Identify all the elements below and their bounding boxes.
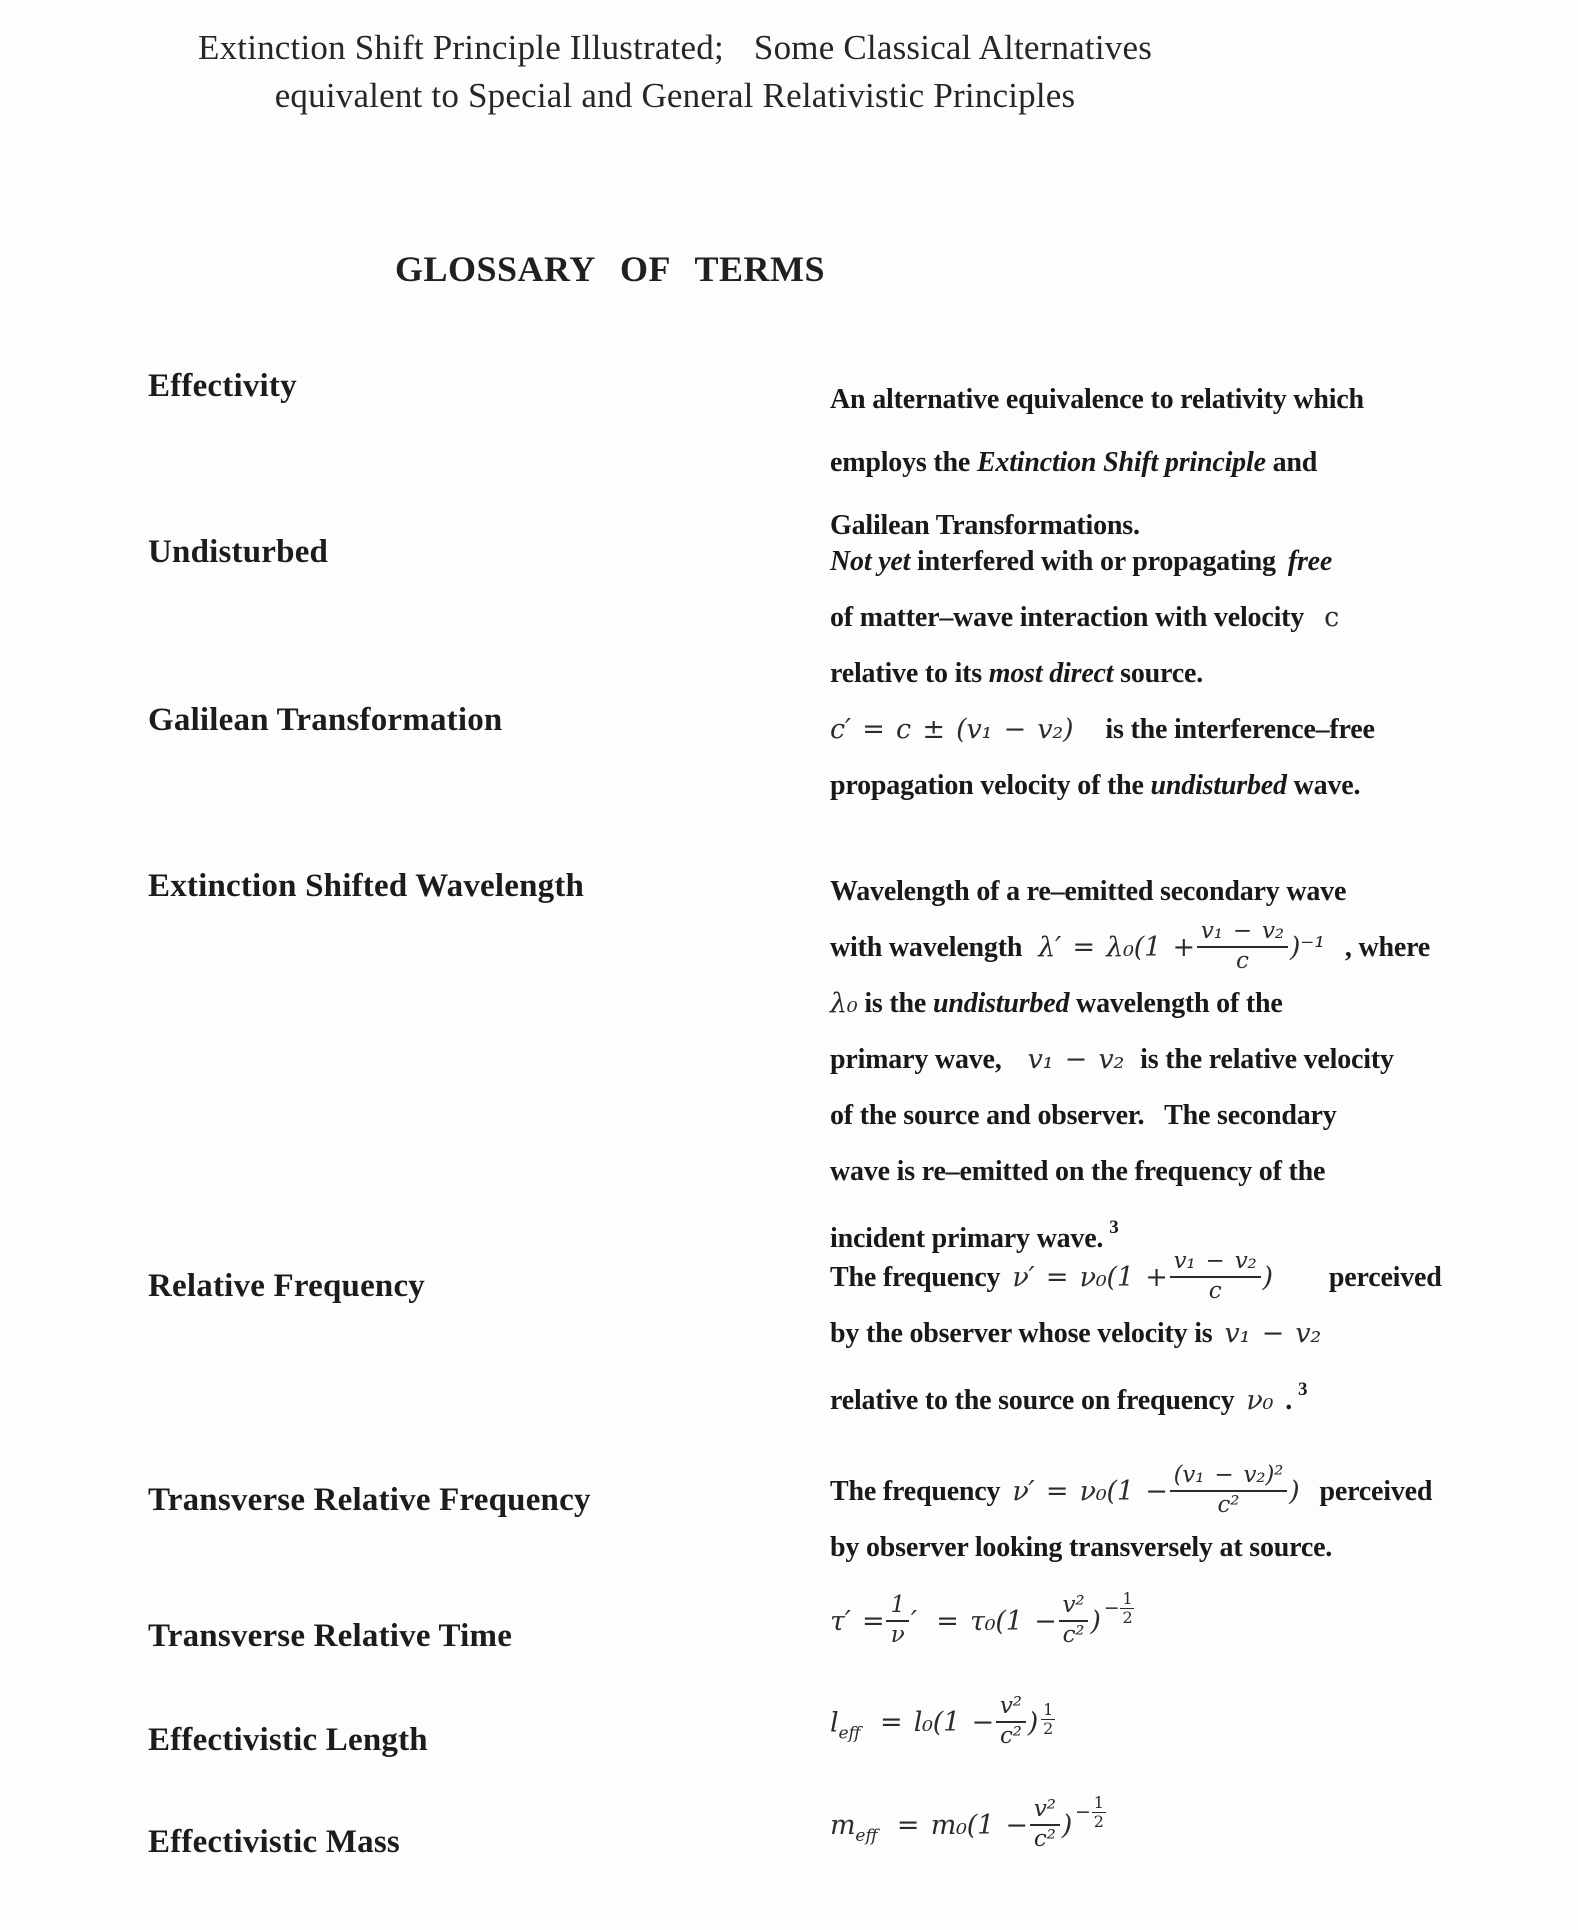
fraction-denominator: c² [999,1722,1022,1749]
formula-galilean: c′ = c ± (v₁ − v₂) [830,714,1074,745]
fraction [886,1593,908,1649]
formula-segment: = τ₀(1 − [936,1606,1057,1638]
fraction-numerator: v₁ − v₂ [1170,1249,1261,1278]
definition-relative-frequency [830,1247,1530,1429]
fraction [1030,1797,1060,1853]
definition-line [830,431,1530,494]
exponent [1041,1701,1055,1737]
term-transverse-relative-frequency: Transverse Relative Frequency [148,1482,591,1518]
term-galilean-transformation: Galilean Transformation [148,702,503,738]
italic-segment: free [1287,546,1333,577]
exponent-minus: − [1075,1801,1091,1824]
exponent [1075,1794,1106,1830]
text-segment: The frequency [830,1476,1001,1507]
definition-line [830,1247,1530,1306]
math-velocity-difference: v₁ − v₂ [1027,1044,1125,1076]
text-segment: perceived [1328,1262,1442,1293]
definition-line: by observer looking transversely at source. [830,1532,1333,1564]
glossary-heading: GLOSSARY OF TERMS [395,249,825,289]
text-segment: relative to its [830,658,989,689]
formula-segment: = m₀(1 − [896,1810,1028,1842]
italic-segment: Not yet [830,546,911,577]
term-effectivity: Effectivity [148,368,297,404]
definition-line: An alternative equivalence to relativity which [830,384,1364,415]
math-symbol-c: c [1324,602,1339,633]
fraction [1197,919,1288,975]
math-velocity-difference: v₁ − v₂ [1224,1318,1322,1350]
exponent-fraction [1092,1794,1106,1830]
formula-segment: ν′ = ν₀(1 − [1012,1476,1168,1507]
text-segment: is the relative velocity [1140,1044,1394,1076]
definition-extinction-shifted-wavelength [830,864,1530,1267]
formula-segment: ) [1027,1707,1039,1739]
text-segment: perceived [1319,1476,1433,1507]
definition-line [830,1461,1530,1520]
exponent-numerator: 1 [1043,1700,1054,1720]
fraction-numerator: (v₁ − v₂)² [1170,1463,1288,1492]
text-segment: propagation velocity of the [830,770,1151,801]
exponent-fraction [1041,1701,1055,1737]
footnote-marker: 3 [1298,1379,1308,1401]
text-segment: by the observer whose velocity is [830,1318,1213,1350]
definition-line [830,646,1530,702]
formula-segment: ν′ = ν₀(1 + [1012,1262,1168,1293]
italic-segment: undisturbed [1150,770,1287,801]
page-title [0,24,1350,120]
fraction-numerator: v² [1059,1593,1089,1622]
text-segment: of matter–wave interaction with velocity [830,602,1305,633]
fraction [1170,1463,1288,1519]
exponent-minus: − [1103,1597,1120,1620]
text-segment: employs the [830,447,977,478]
fraction-denominator: c [1208,1277,1222,1304]
text-segment: . [1285,1385,1293,1417]
definition-line: Wavelength of a re–emitted secondary wave [830,876,1347,907]
exponent-fraction [1120,1590,1134,1626]
math-symbol-m: m [830,1810,856,1842]
formula-effectivistic-mass [830,1794,1530,1854]
definition-line [830,1032,1530,1088]
title-segment: Some Classical Alternatives [753,28,1153,67]
formula-relative-frequency [1012,1247,1273,1304]
definition-line: Galilean Transformations. [830,510,1140,541]
text-segment: primary wave, [830,1044,1002,1076]
text-segment: is the interference–free [1105,714,1375,745]
definition-line [830,590,1530,646]
fraction-denominator: c² [1217,1491,1240,1518]
formula-segment: ) [1061,1810,1073,1842]
formula-segment: ) [1289,1476,1300,1507]
fraction-denominator: ν [890,1621,905,1648]
definition-line: of the source and observer. The secondary [830,1100,1337,1132]
formula-segment: ) [1090,1606,1101,1638]
text-segment: and [1265,447,1318,478]
math-symbol-nu0: ν₀ [1246,1385,1274,1417]
definition-line [830,917,1530,976]
math-symbol-lambda0: λ₀ [830,988,858,1020]
term-transverse-relative-time: Transverse Relative Time [148,1618,513,1654]
math-symbol-l: l [830,1707,839,1739]
text-segment: wave. [1286,770,1361,801]
exponent-numerator: 1 [1122,1589,1133,1608]
fraction-numerator: 1 [886,1593,908,1622]
definition-transverse-relative-frequency [830,1461,1530,1576]
formula-segment: ) [1262,1262,1273,1293]
definition-effectivistic-length [830,1693,1530,1752]
title-segment: Extinction Shift Principle Illustrated; [197,28,724,67]
text-segment: with wavelength [830,932,1023,963]
definition-line [830,702,1530,758]
formula-effectivistic-length [830,1693,1530,1752]
fraction-numerator: v₁ − v₂ [1197,919,1288,948]
text-segment: The frequency [830,1262,1001,1293]
fraction-denominator: c [1236,947,1249,974]
fraction-denominator: c² [1062,1621,1085,1648]
exponent-denominator: 2 [1122,1607,1133,1627]
text-segment: is the [857,988,933,1020]
term-effectivistic-mass: Effectivistic Mass [148,1824,400,1860]
text-segment: relative to the source on frequency [830,1385,1235,1417]
definition-effectivistic-mass [830,1794,1530,1854]
subscript-eff: eff [855,1826,878,1847]
definition-undisturbed [830,534,1530,702]
exponent-numerator: 1 [1093,1793,1104,1812]
formula-segment: τ′ = [830,1606,885,1638]
text-segment: source. [1113,658,1204,689]
definition-line [830,1362,1530,1429]
definition-line: wave is re–emitted on the frequency of the [830,1156,1326,1188]
italic-segment: most direct [988,658,1114,689]
term-undisturbed: Undisturbed [148,534,329,570]
text-segment: interfered with or propagating [910,546,1276,577]
fraction-denominator: c² [1033,1825,1056,1852]
prime-mark: ′ [910,1606,917,1638]
formula-segment: = l₀(1 − [879,1707,994,1739]
definition-line [830,758,1530,814]
text-segment: wavelength of the [1069,988,1283,1020]
definition-line [830,976,1530,1032]
formula-transverse-relative-time [830,1590,1530,1650]
definition-effectivity [830,368,1530,557]
footnote-marker: 3 [1109,1217,1119,1239]
formula-segment: )⁻¹ [1289,932,1325,963]
term-relative-frequency: Relative Frequency [148,1268,426,1304]
fraction [1059,1593,1089,1649]
exponent [1104,1590,1135,1626]
term-effectivistic-length: Effectivistic Length [148,1722,428,1758]
fraction-numerator: v² [1030,1797,1060,1826]
definition-line [830,534,1530,590]
subscript-eff: eff [838,1723,861,1744]
definition-transverse-relative-time [830,1590,1530,1650]
formula-segment: λ′ = λ₀(1 + [1038,932,1195,963]
definition-line [830,1306,1530,1362]
formula-wavelength [1038,917,1325,974]
fraction [1170,1249,1261,1305]
exponent-denominator: 2 [1043,1718,1054,1738]
page-title-line-2: equivalent to Special and General Relativistic Principles [274,76,1076,115]
formula-transverse-frequency [1012,1461,1300,1518]
italic-segment: undisturbed [932,988,1070,1020]
text-segment: incident primary wave. [830,1223,1104,1255]
fraction-numerator: v² [996,1694,1026,1723]
term-extinction-shifted-wavelength: Extinction Shifted Wavelength [148,868,585,904]
text-segment: , where [1344,932,1431,963]
fraction [996,1694,1026,1750]
exponent-denominator: 2 [1093,1811,1104,1831]
page-title-line-1 [0,24,1350,72]
definition-galilean-transformation [830,702,1530,814]
italic-segment: Extinction Shift principle [976,447,1266,478]
